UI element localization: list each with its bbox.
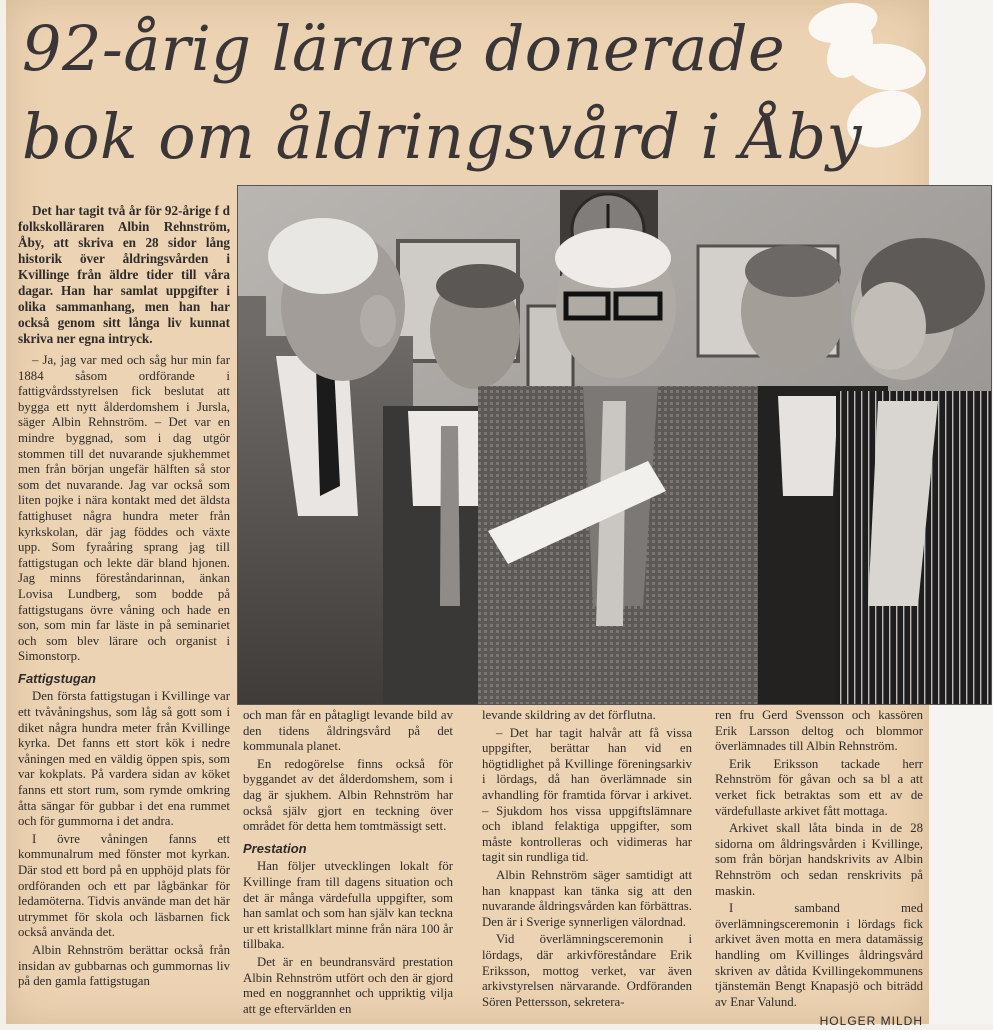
article-column-2 — [243, 708, 453, 1018]
headline-line-1: 92-årig lärare donerade — [22, 12, 786, 85]
group-photo-icon — [238, 186, 991, 704]
article-column-4 — [715, 708, 923, 1029]
article-paragraph: – Ja, jag var med och såg hur min far 1884 såsom ordförande i fattigvårdsstyrelsen fick beslutat att bygga ett nytt ålderdomshem i Jursla, säger Albin Rehnström. – Det var en mindre byggnad, som i dag utgör stommen till det nuvarande sjukhemmet men från början ungefär hälften så stor som det nuvarande. Jag var också som liten pojke i nära kontakt med det äldsta fattighuset några hundra meter från kyrkskolan, där jag föddes och växte upp. Som fyraåring sprang jag till fattigstugan och lekte där bland hjonen. Jag minns föreståndarinnan, änkan Lovisa Lundberg, som bodde på fattigstugans övre våning och hade en son, som min far läste in på seminariet och som blev lärare och organist i Simonstorp. — [18, 353, 230, 664]
author-byline: HOLGER MILDH — [819, 1014, 923, 1029]
article-column-1 — [18, 203, 230, 1018]
article-paragraph: och man får en påtagligt levande bild av den tidens åldringsvård på det kommunala planet. — [243, 708, 453, 754]
article-paragraph: Albin Rehnström säger samtidigt att han knappast kan tänka sig att den nuvarande åldringsvården kan förbättras. Den är i Sverige synnerligen välordnad. — [482, 867, 692, 929]
article-column-3 — [482, 708, 692, 1018]
article-paragraph: Arkivet skall låta binda in de 28 sidorna om åldringsvården i Kvillinge, som från början handskrivits av Albin Rehnström och sedan renskrivits på maskin. — [715, 821, 923, 898]
article-photo — [237, 185, 992, 705]
article-paragraph: I samband med överlämningsceremonin i lördags fick arkivet även motta en mera datamässig handling om Kvillinges åldringsvård skriven av dåtida Kvillingekommunens tjänstemän Bengt Knapasjö och biträdd av Enar Valund. — [715, 901, 923, 1009]
article-paragraph: I övre våningen fanns ett kommunalrum med fönster mot kyrkan. Där stod ett bord på en upphöjd plats för ordföranden och ett par lågbänkar för ledamöterna. Tidvis använde man det här utrymmet för skola och läsbarnen fick också använda det. — [18, 831, 230, 940]
article-paragraph: Vid överlämningsceremonin i lördags, där arkivföreståndare Erik Eriksson, mottog verket, var även arkivstyrelsen närvarande. Ordföranden Sören Pettersson, sekretera- — [482, 932, 692, 1009]
article-paragraph: ren fru Gerd Svensson och kassören Erik Larsson deltog och blommor överlämnades till Albin Rehnström. — [715, 708, 923, 754]
article-paragraph: En redogörelse finns också för byggandet av det ålderdomshem, som i dag är sjukhem. Albin Rehnström har också själv gjort en teckning över området för detta hem tomtmässigt sett. — [243, 756, 453, 834]
subheading-fattigstugan: Fattigstugan — [18, 670, 96, 686]
article-paragraph: levande skildring av det förflutna. — [482, 708, 656, 722]
article-paragraph: – Det har tagit halvår att få vissa uppgifter, berättar han vid en högtidlighet på Kvillinge föreningsarkiv i lördags, då han överlämnade sin avhandling för framtida förvar i arkivet. – Sjukdom hos vissa uppgiftslämnare och ibland felaktiga uppgifter, som måste kontrolleras och vidimeras har tagit sin rundliga tid. — [482, 725, 692, 865]
article-paragraph: Det är en beundransvärd prestation Albin Rehnström utfört och den är gjord med en noggrannhet och uppriktig vilja att ge eftervärlden en — [243, 954, 453, 1016]
article-paragraph: Den första fattigstugan i Kvillinge var ett tvåvåningshus, som låg så gott som i diket några hundra meter från Kvillinge kyrka. Det fanns ett stort kök i nedre våningen med en väldig öppen spis, som var kokplats. På vardera sidan av köket fanns ett stort rum, som rymde omkring åtta sängar för gubbar i det ena rummet och för gummorna i det andra. — [18, 689, 230, 829]
headline-line-2: bok om åldringsvård i Åby — [22, 100, 863, 173]
article-paragraph: Han följer utvecklingen lokalt för Kvillinge fram till dagens situation och det är många värdefulla uppgifter, som han samlat och som han själv kan teckna ur ett kristallklart minne från nära 100 år tillbaka. — [243, 859, 453, 952]
person-woman-icon — [836, 238, 991, 704]
article-intro: Det har tagit två år för 92-årige f d folkskolläraren Albin Rehnström, Åby, att skriva en 28 sidor lång historik över åldringsvården i Kvillinge från äldre tider till våra dagar. Han har samlat uppgifter i olika sammanhang, men han har också genom sitt långa liv kunnat skriva ner egna intryck. — [18, 203, 230, 346]
article-paragraph: Albin Rehnström berättar också från insidan av gubbarnas och gummornas liv på den gamla fattigstugan — [18, 942, 230, 989]
article-paragraph: Erik Eriksson tackade herr Rehnström för gåvan och sa bl a att verket fick betraktas som ett av de värdefullaste arkivet fått mottaga. — [715, 756, 923, 818]
subheading-prestation: Prestation — [243, 840, 307, 856]
